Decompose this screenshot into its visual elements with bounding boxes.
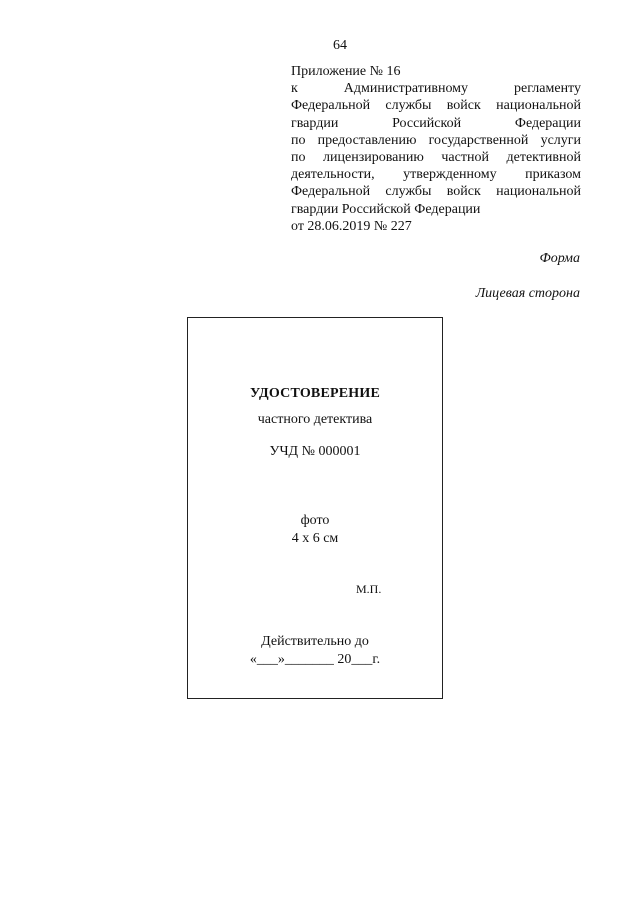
certificate-subtitle: частного детектива — [257, 412, 373, 427]
stamp-place: М.П. — [356, 582, 382, 596]
valid-until-date: «___»_______ 20___г. — [249, 652, 381, 667]
annex-line: Федеральной службы войск национальной — [291, 184, 581, 200]
photo-label: фото — [300, 513, 330, 528]
annex-line: Федеральной службы войск национальной — [291, 98, 581, 114]
annex-line: от 28.06.2019 № 227 — [291, 218, 412, 234]
photo-size: 4 х 6 см — [291, 531, 339, 546]
page-number: 64 — [333, 38, 347, 53]
valid-until-label: Действительно до — [261, 634, 369, 649]
annex-line: Приложение № 16 — [291, 64, 401, 79]
certificate-card — [187, 317, 443, 699]
annex-line: гвардии Российской Федерации — [291, 201, 481, 217]
certificate-number: УЧД № 000001 — [269, 444, 361, 459]
annex-line: по лицензированию частной детективной — [291, 150, 581, 166]
annex-line: гвардии Российской Федерации — [291, 115, 581, 131]
annex-line: по предоставлению государственной услуги — [291, 132, 581, 148]
side-label: Лицевая сторона — [475, 286, 580, 301]
form-label: Форма — [539, 251, 580, 266]
annex-line: деятельности, утвержденному приказом — [291, 167, 581, 183]
certificate-title: УДОСТОВЕРЕНИЕ — [250, 386, 380, 401]
annex-line: к Административному регламенту — [291, 81, 581, 97]
annex-header — [291, 63, 581, 235]
